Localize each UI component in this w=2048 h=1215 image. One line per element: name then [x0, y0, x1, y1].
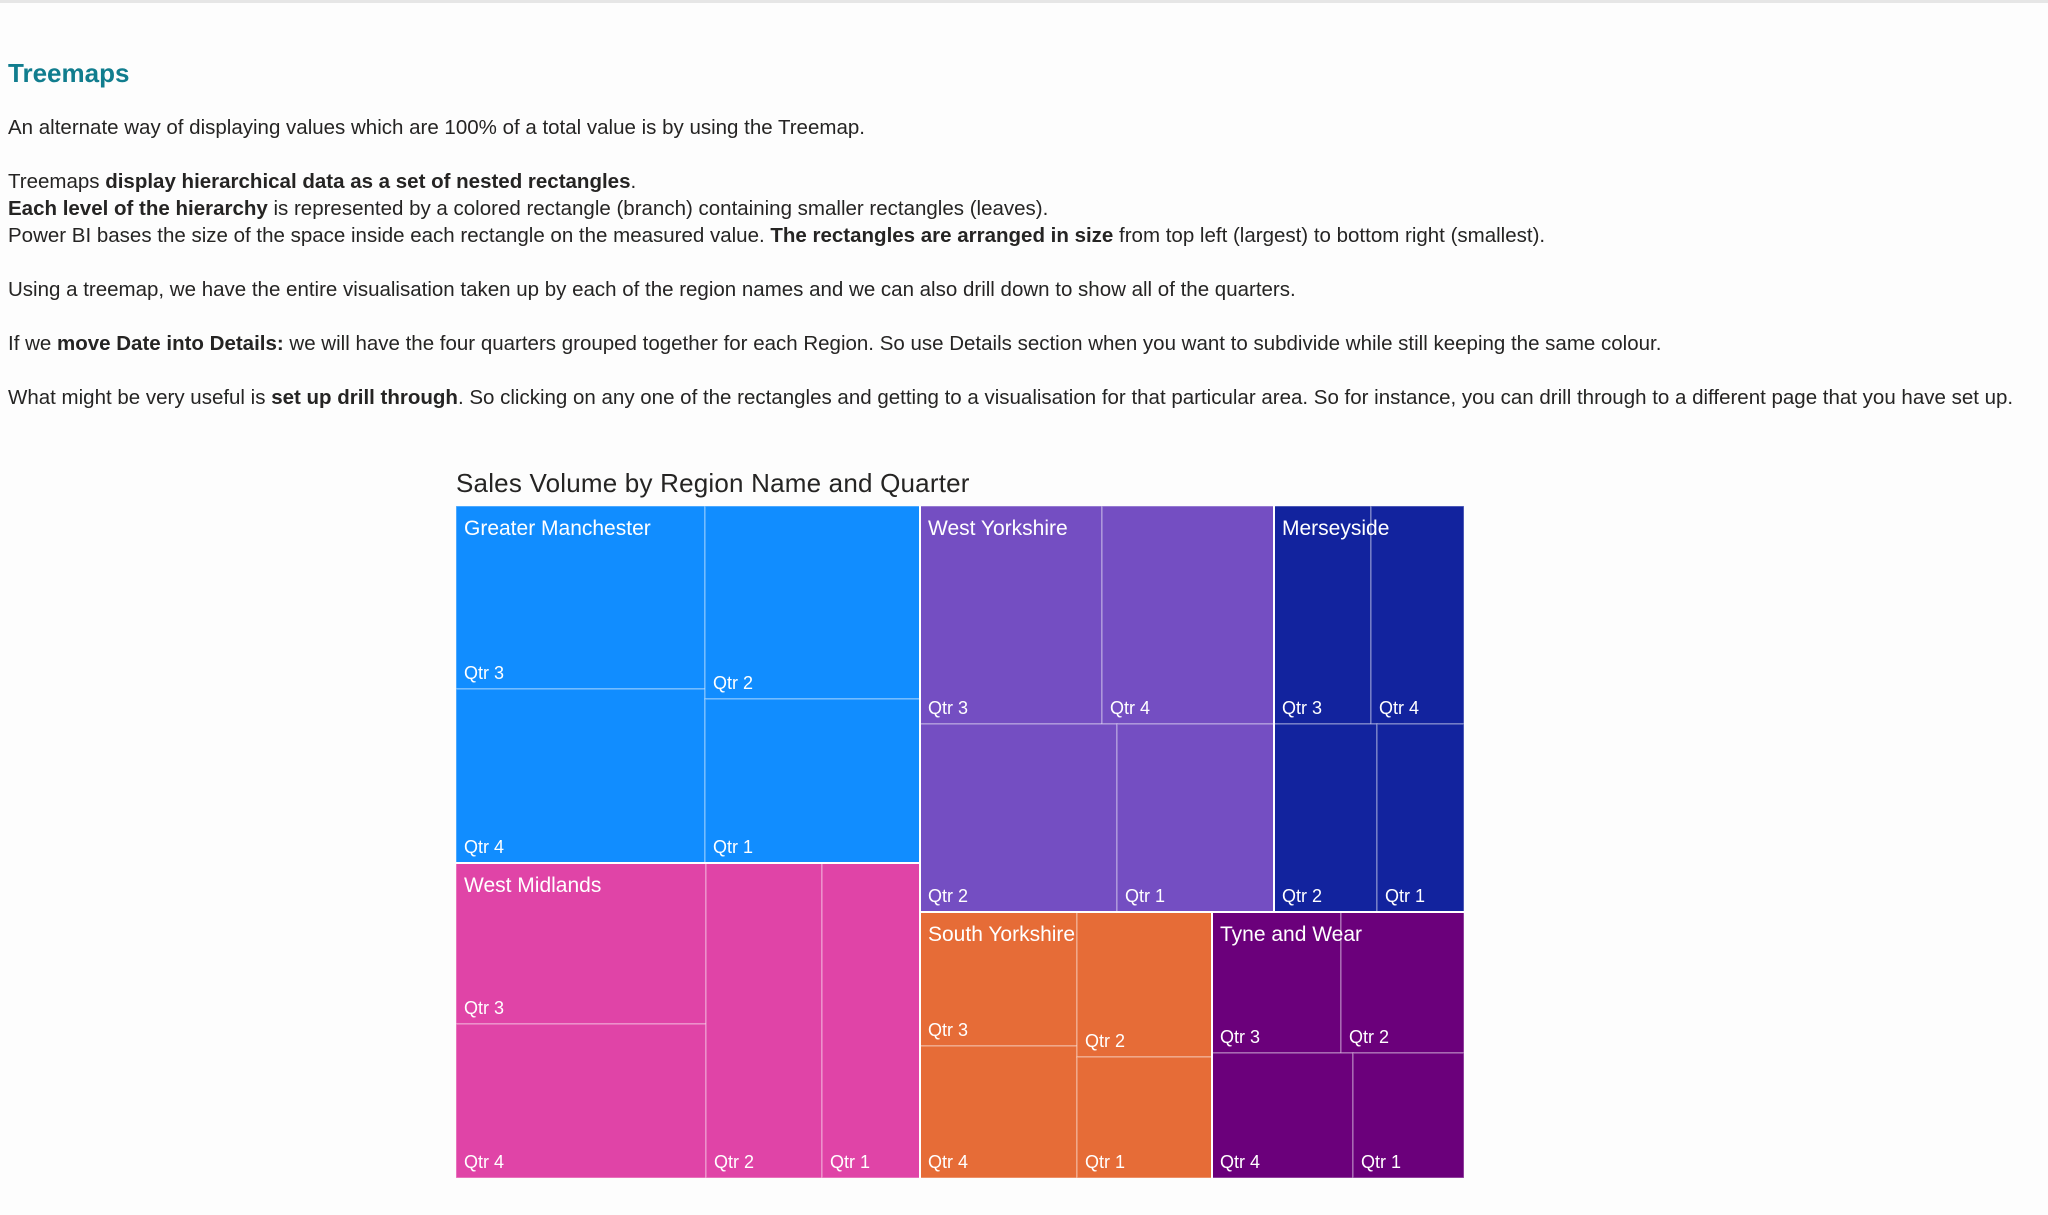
quarter-label: Qtr 3: [464, 663, 505, 683]
treemap-chart[interactable]: [456, 506, 1464, 1178]
text-run: .: [630, 170, 637, 193]
quarter-tile-qtr-2[interactable]: [705, 506, 920, 699]
details-paragraph: [8, 330, 2038, 357]
quarter-label: Qtr 1: [1085, 1152, 1126, 1172]
page-title: Treemaps: [8, 58, 130, 88]
document-body: [8, 50, 2038, 438]
treemap-definition-paragraph: [8, 168, 2038, 249]
region-label: South Yorkshire: [928, 923, 1076, 946]
quarter-label: Qtr 1: [1125, 886, 1166, 906]
text-run: Treemaps: [8, 170, 106, 193]
quarter-label: Qtr 2: [928, 886, 969, 906]
quarter-tile-qtr-2[interactable]: [706, 863, 822, 1178]
quarter-label: Qtr 4: [1220, 1152, 1261, 1172]
quarter-tile-qtr-2[interactable]: [1274, 724, 1377, 912]
chart-title: Sales Volume by Region Name and Quarter: [456, 468, 970, 498]
quarter-tile-qtr-1[interactable]: [1117, 724, 1274, 912]
definition-line-3: [8, 222, 2038, 249]
quarter-label: Qtr 2: [1085, 1031, 1126, 1051]
quarter-label: Qtr 2: [1282, 886, 1323, 906]
quarter-label: Qtr 4: [1379, 698, 1420, 718]
quarter-tile-qtr-1[interactable]: [1377, 724, 1464, 912]
text-run: Power BI bases the size of the space inside each rectangle on the measured value.: [8, 224, 771, 247]
quarter-tile-qtr-4[interactable]: [1102, 506, 1274, 724]
using-paragraph: [8, 276, 2038, 303]
text-run: is represented by a colored rectangle (branch) containing smaller rectangles (leaves).: [267, 197, 1049, 220]
region-merseyside[interactable]: [1274, 506, 1464, 912]
text-run: . So clicking on any one of the rectangles and getting to a visualisation for that particular area. So for instance, you can drill through to a different page that you have set up.: [457, 386, 2014, 409]
region-west-yorkshire[interactable]: [920, 506, 1274, 912]
region-label: Tyne and Wear: [1220, 923, 1363, 946]
region-west-midlands[interactable]: [456, 863, 920, 1178]
bold-run: The rectangles are arranged in size: [770, 224, 1114, 247]
region-south-yorkshire[interactable]: [920, 912, 1212, 1178]
quarter-label: Qtr 3: [464, 998, 505, 1018]
quarter-label: Qtr 1: [1361, 1152, 1402, 1172]
quarter-tile-qtr-1[interactable]: [822, 863, 920, 1178]
intro-paragraph: [8, 114, 2038, 141]
top-divider: [0, 0, 2048, 3]
quarter-label: Qtr 3: [928, 1020, 969, 1040]
bold-run: move Date into Details:: [57, 332, 284, 355]
quarter-label: Qtr 2: [1349, 1027, 1390, 1047]
quarter-label: Qtr 2: [713, 673, 754, 693]
text-run: What might be very useful is: [8, 386, 272, 409]
region-label: West Midlands: [464, 874, 602, 897]
quarter-label: Qtr 4: [928, 1152, 969, 1172]
quarter-label: Qtr 1: [830, 1152, 871, 1172]
using-text: Using a treemap, we have the entire visualisation taken up by each of the region names and we can also drill down to show all of the quarters.: [8, 278, 1296, 301]
definition-line-1: [8, 168, 2038, 195]
treemap-visual[interactable]: [456, 466, 1464, 1178]
quarter-label: Qtr 4: [464, 1152, 505, 1172]
region-label: West Yorkshire: [928, 517, 1068, 540]
region-label: Greater Manchester: [464, 517, 651, 540]
region-greater-manchester[interactable]: [456, 506, 920, 863]
quarter-label: Qtr 4: [464, 837, 505, 857]
quarter-label: Qtr 1: [713, 837, 754, 857]
region-tyne-and-wear[interactable]: [1212, 912, 1464, 1178]
quarter-tile-qtr-2[interactable]: [920, 724, 1117, 912]
region-label: Merseyside: [1282, 517, 1390, 540]
bold-run: Each level of the hierarchy: [8, 197, 268, 220]
drill-through-paragraph: [8, 384, 2038, 411]
text-run: If we: [8, 332, 57, 355]
quarter-label: Qtr 3: [1220, 1027, 1261, 1047]
bold-run: display hierarchical data as a set of nested rectangles: [105, 170, 631, 193]
intro-text: An alternate way of displaying values which are 100% of a total value is by using the Treemap.: [8, 116, 865, 139]
bold-run: set up drill through: [271, 386, 458, 409]
quarter-label: Qtr 3: [1282, 698, 1323, 718]
definition-line-2: [8, 195, 2038, 222]
quarter-label: Qtr 2: [714, 1152, 755, 1172]
quarter-label: Qtr 1: [1385, 886, 1426, 906]
quarter-label: Qtr 4: [1110, 698, 1151, 718]
quarter-label: Qtr 3: [928, 698, 969, 718]
text-run: from top left (largest) to bottom right (smallest).: [1113, 224, 1546, 247]
text-run: we will have the four quarters grouped together for each Region. So use Details section when you want to subdivide while still keeping the same colour.: [283, 332, 1662, 355]
